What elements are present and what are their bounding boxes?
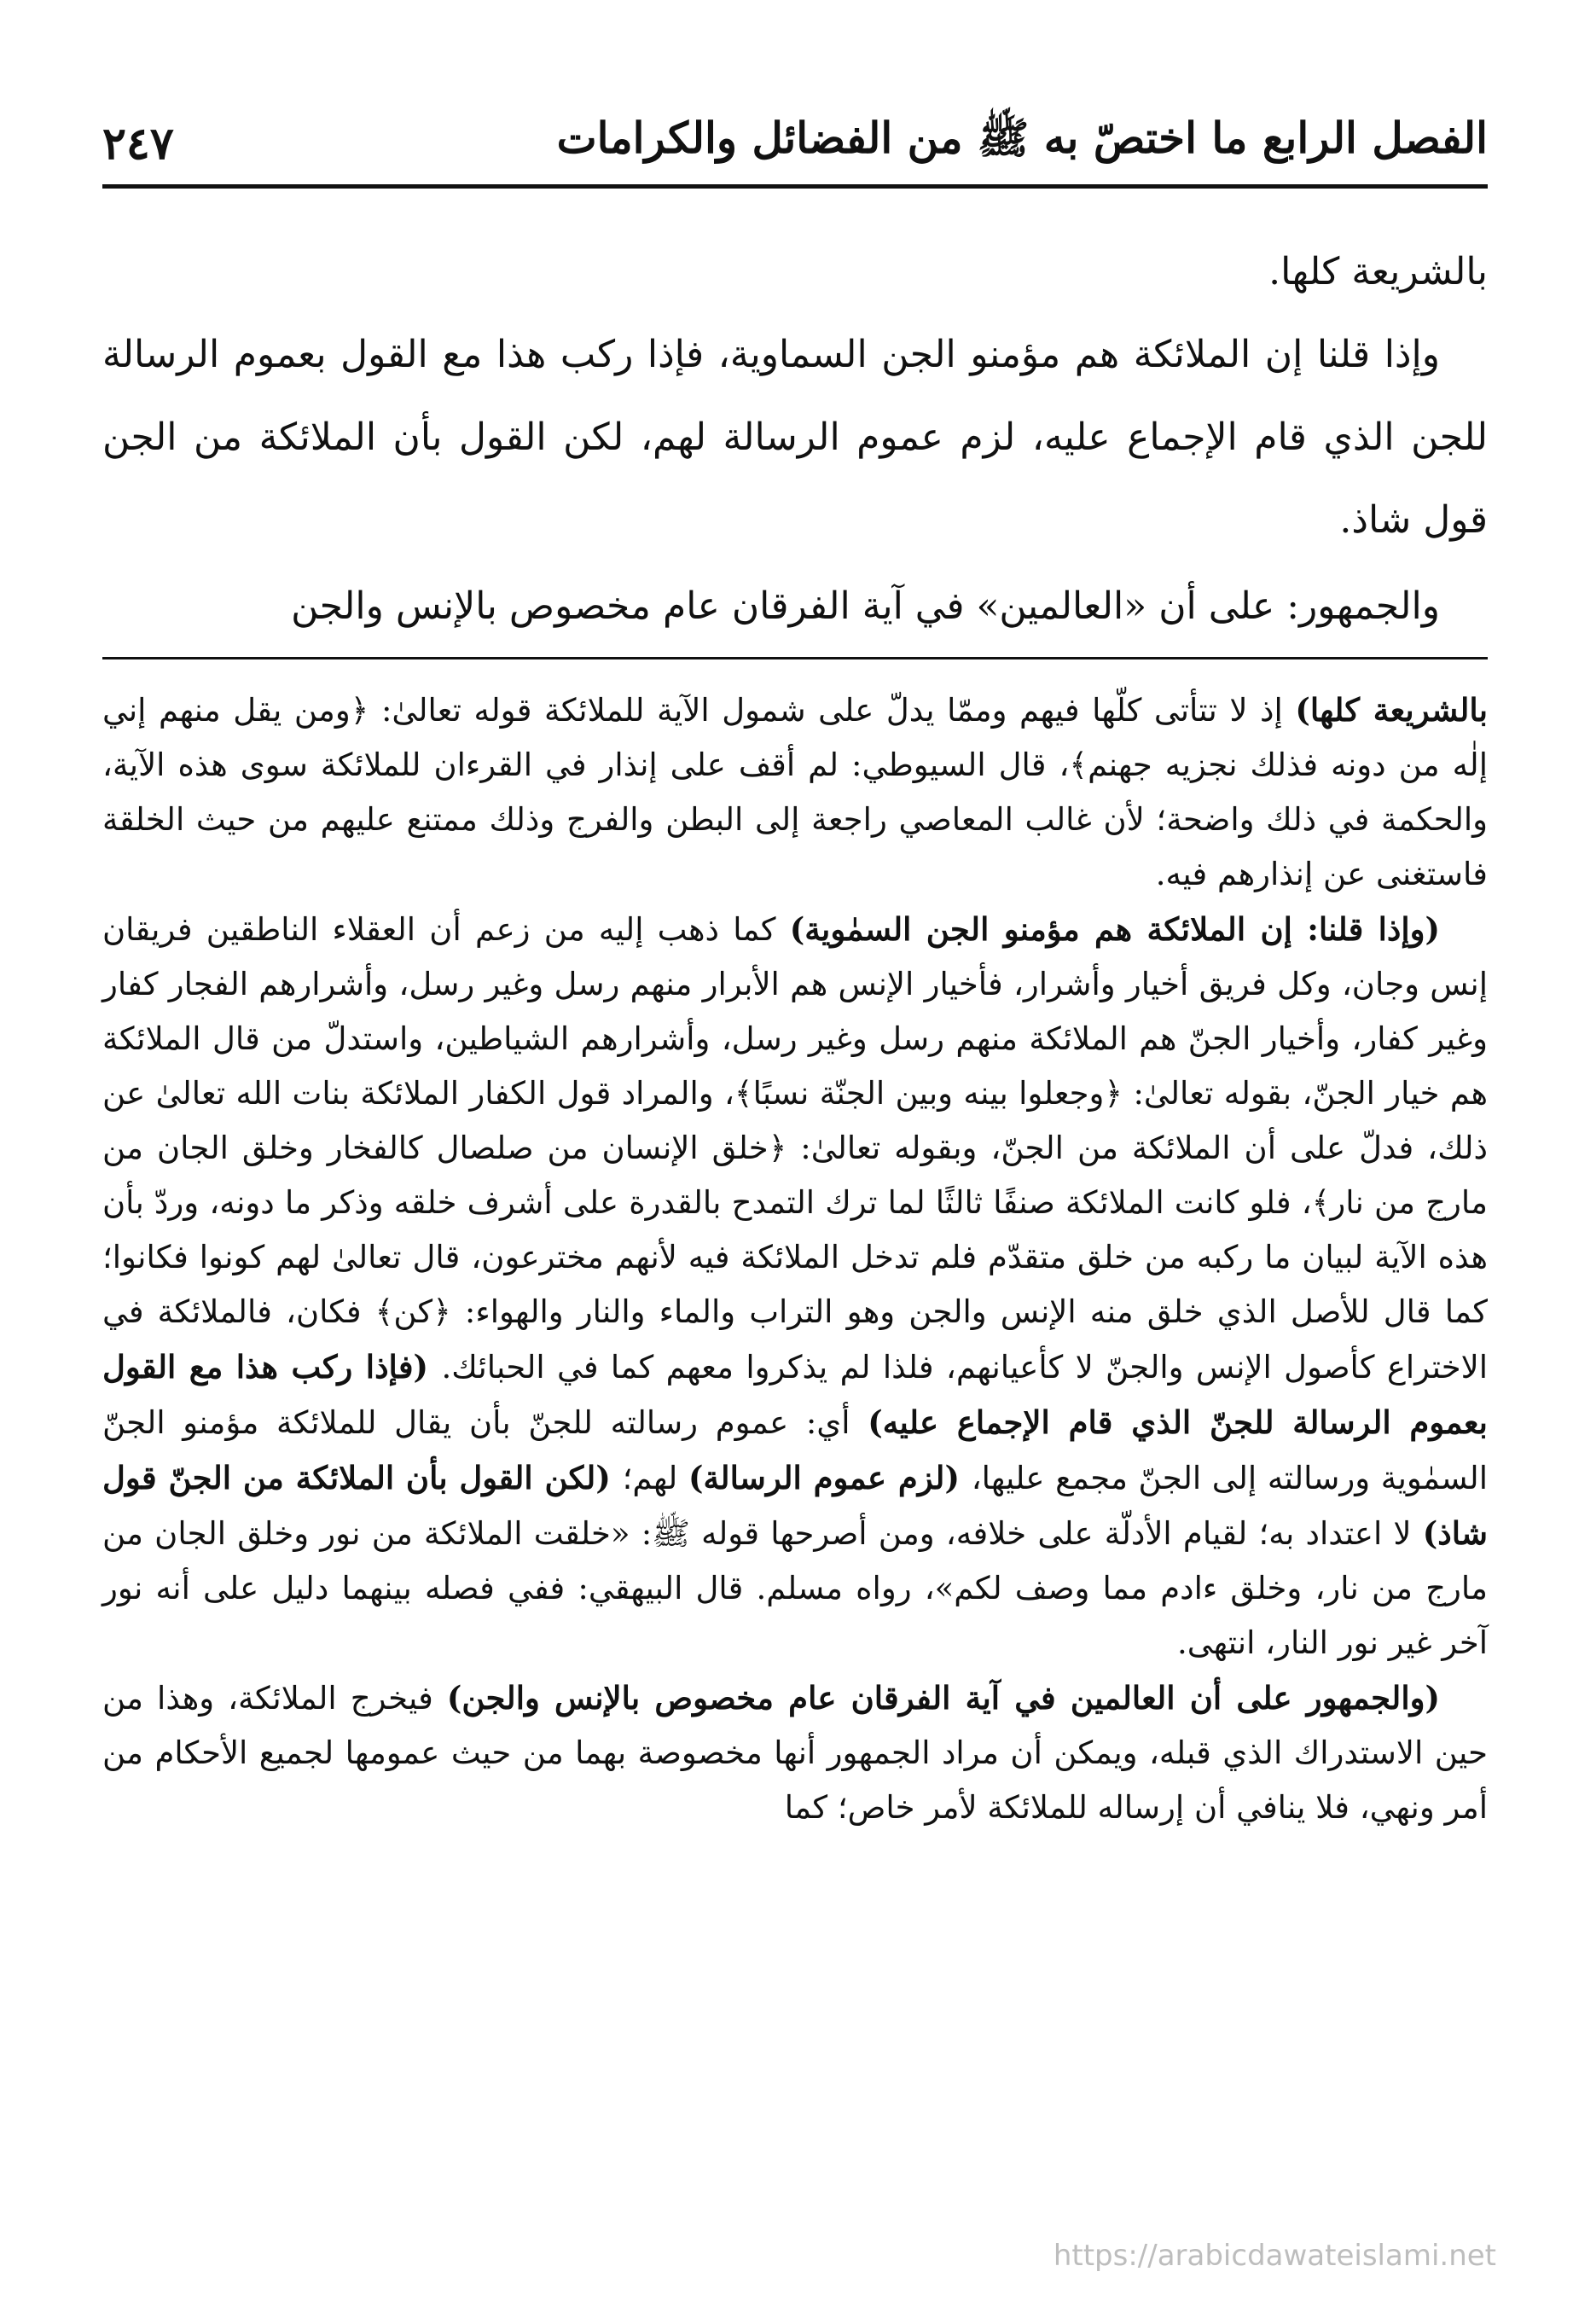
commentary-lead: (لزم عموم الرسالة) <box>688 1459 972 1496</box>
commentary-paragraph-2 <box>102 902 1488 1670</box>
main-text <box>102 230 1488 648</box>
main-paragraph-1: بالشريعة كلها. <box>1268 250 1488 293</box>
commentary-body: فيخرج الملائكة، وهذا من حين الاستدراك الذي قبله، ويمكن أن مراد الجمهور أنها مخصوصة بهما من حيث عمومها لجميع الأحكام من أمر ونهي، فلا ينافي أن إرساله للملائكة لأمر خاص؛ كما <box>102 1680 1488 1826</box>
page-header <box>102 102 1488 184</box>
commentary-lead: (وإذا قلنا: إن الملائكة هم مؤمنو الجن السمٰوية) <box>789 910 1440 948</box>
commentary-paragraph-1 <box>102 683 1488 902</box>
commentary-lead: (فإذا ركب هذا مع القول بعموم الرسالة للجنّ الذي قام الإجماع عليه) <box>102 1348 1488 1441</box>
commentary-divider <box>102 657 1488 659</box>
commentary-lead: بالشريعة كلها) <box>1295 691 1488 729</box>
commentary-body: إذ لا تتأتى كلّها فيهم وممّا يدلّ على شمول الآية للملائكة قوله تعالىٰ: ﴿ومن يقل منهم إني إلٰه من دونه فذلك نجزيه جهنم﴾، قال السيوطي: لم أقف على إنذار في القرءان للملائكة سوى هذه الآية، والحكمة في ذلك واضحة؛ لأن غالب المعاصي راجعة إلى البطن والفرج وذلك ممتنع عليهم من حيث الخلقة فاستغنى عن إنذارهم فيه. <box>102 692 1488 892</box>
commentary-lead: (لكن القول بأن الملائكة من الجنّ قول شاذ) <box>102 1459 1488 1552</box>
page-number: ٢٤٧ <box>102 117 174 170</box>
main-paragraph-2: وإذا قلنا إن الملائكة هم مؤمنو الجن السماوية، فإذا ركب هذا مع القول بعموم الرسالة للجن الذي قام الإجماع عليه، لزم عموم الرسالة لهم، لكن القول بأن الملائكة من الجن قول شاذ. <box>102 333 1488 542</box>
watermark-url: https://arabicdawateislami.net <box>1053 2239 1496 2273</box>
header-divider <box>102 184 1488 189</box>
commentary-body: أي: عموم رسالته للجنّ بأن يقال للملائكة مؤمنو الجنّ السمٰوية ورسالته إلى الجنّ مجمع عليها، <box>102 1404 1488 1496</box>
commentary-body: لا اعتداد به؛ لقيام الأدلّة على خلافه، ومن أصرحها قوله ﷺ: «خلقت الملائكة من نور وخلق الجان من مارج من نار، وخلق ءادم مما وصف لكم»، رواه مسلم. قال البيهقي: ففي فصله بينهما دليل على أنه نور آخر غير نور النار، انتهى. <box>102 1515 1488 1661</box>
commentary-lead: (والجمهور على أن العالمين في آية الفرقان عام مخصوص بالإنس والجن) <box>446 1679 1440 1717</box>
commentary-body: كما ذهب إليه من زعم أن العقلاء الناطقين فريقان إنس وجان، وكل فريق أخيار وأشرار، فأخيار الإنس هم الأبرار منهم رسل وغير رسل، وأشرارهم الفجار كفار وغير كفار، وأخيار الجنّ هم الملائكة منهم رسل وغير رسل، وأشرارهم الشياطين، واستدلّ من قال الملائكة هم خيار الجنّ، بقوله تعالىٰ: ﴿وجعلوا بينه وبين الجنّة نسبًا﴾، والمراد قول الكفار الملائكة بنات الله تعالىٰ عن ذلك، فدلّ على أن الملائكة من الجنّ، وبقوله تعالىٰ: ﴿خلق الإنسان من صلصال كالفخار وخلق الجان من مارج من نار﴾، فلو كانت الملائكة صنفًا ثالثًا لما ترك التمدح بالقدرة على أشرف خلقه وذكر ما دونه، وردّ بأن هذه الآية لبيان ما ركبه من خلق متقدّم فلم تدخل الملائكة فيه لأنهم مخترعون، قال تعالىٰ لهم كونوا فكانوا؛ كما قال للأصل الذي خلق منه الإنس والجن وهو التراب والماء والنار والهواء: ﴿كن﴾ فكان، فالملائكة في الاختراع كأصول الإنس والجنّ لا كأعيانهم، فلذا لم يذكروا معهم كما في الحبائك. <box>102 911 1489 1386</box>
main-paragraph-3: والجمهور: على أن «العالمين» في آية الفرقان عام مخصوص بالإنس والجن <box>291 584 1440 628</box>
chapter-title: الفصل الرابع ما اختصّ به ﷺ من الفضائل والكرامات <box>556 113 1488 163</box>
commentary-text <box>102 683 1488 1835</box>
commentary-body: لهم؛ <box>622 1460 688 1496</box>
commentary-paragraph-3 <box>102 1670 1488 1835</box>
